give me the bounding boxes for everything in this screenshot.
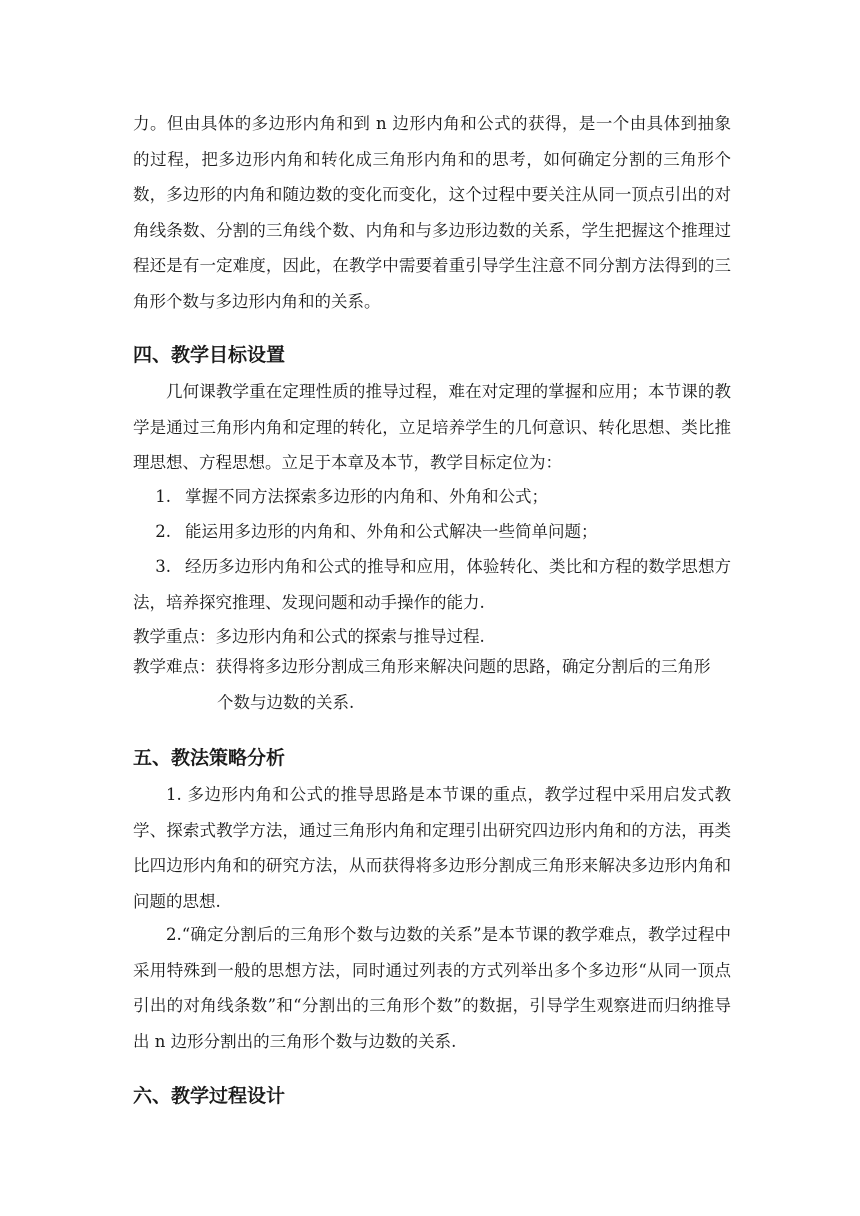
goal-number: 1. bbox=[155, 487, 171, 506]
goal-item-2 bbox=[133, 514, 731, 550]
key-point-text: 多边形内角和公式的探索与推导过程. bbox=[215, 627, 485, 646]
section-4-paragraph: 几何课教学重在定理性质的推导过程，难在对定理的掌握和应用；本节课的教学是通过三角形内角和定理的转化，立足培养学生的几何意识、转化思想、类比推理思想、方程思想。立足于本章及本节，教学目标定位为： bbox=[133, 382, 731, 472]
goal-number: 2. bbox=[155, 522, 171, 541]
goal-number: 3. bbox=[155, 557, 171, 576]
section-5-heading: 五、教法策略分析 bbox=[133, 747, 286, 769]
difficulty-label: 教学难点： bbox=[133, 657, 216, 676]
strategy-item-2: 2.“确定分割后的三角形个数与边数的关系”是本节课的教学难点，教学过程中采用特殊到一般的思想方法，同时通过列表的方式列举出多个多边形“从同一顶点引出的对角线条数”和“分割出的三角形个数”的数据，引导学生观察进而归纳推导出 n 边形分割出的三角形个数与边数的关系. bbox=[133, 925, 731, 1051]
goal-item-1 bbox=[133, 479, 731, 515]
intro-paragraph: 力。但由具体的多边形内角和到 n 边形内角和公式的获得，是一个由具体到抽象的过程，把多边形内角和转化成三角形内角和的思考，如何确定分割的三角形个数，多边形的内角和随边数的变化而变化，这个过程中要关注从同一顶点引出的对角线条数、分割的三角线个数、内角和与多边形边数的关系，学生把握这个推理过程还是有一定难度，因此，在教学中需要着重引导学生注意不同分割方法得到的三角形个数与多边形内角和的关系。 bbox=[133, 114, 731, 311]
section-4-heading: 四、教学目标设置 bbox=[133, 344, 286, 366]
difficulty-row bbox=[133, 649, 731, 720]
difficulty-text-line-2: 个数与边数的关系. bbox=[217, 692, 355, 712]
strategy-item-1: 1. 多边形内角和公式的推导思路是本节课的重点，教学过程中采用启发式教学、探索式教学方法，通过三角形内角和定理引出研究四边形内角和的方法，再类比四边形内角和的研究方法，从而获得将多边形分割成三角形来解决多边形内角和问题的思想. bbox=[133, 785, 731, 911]
section-6-heading: 六、教学过程设计 bbox=[133, 1085, 286, 1107]
goal-text: 经历多边形内角和公式的推导和应用，体验转化、类比和方程的数学思想方法，培养探究推理、发现问题和动手操作的能力. bbox=[133, 557, 731, 612]
goal-item-3 bbox=[133, 549, 731, 620]
goal-text: 能运用多边形的内角和、外角和公式解决一些简单问题； bbox=[185, 522, 598, 541]
goal-text: 掌握不同方法探索多边形的内角和、外角和公式； bbox=[185, 487, 548, 506]
key-point-label: 教学重点： bbox=[133, 627, 216, 646]
difficulty-text-line-1: 获得将多边形分割成三角形来解决问题的思路，确定分割后的三角形 bbox=[215, 657, 711, 676]
